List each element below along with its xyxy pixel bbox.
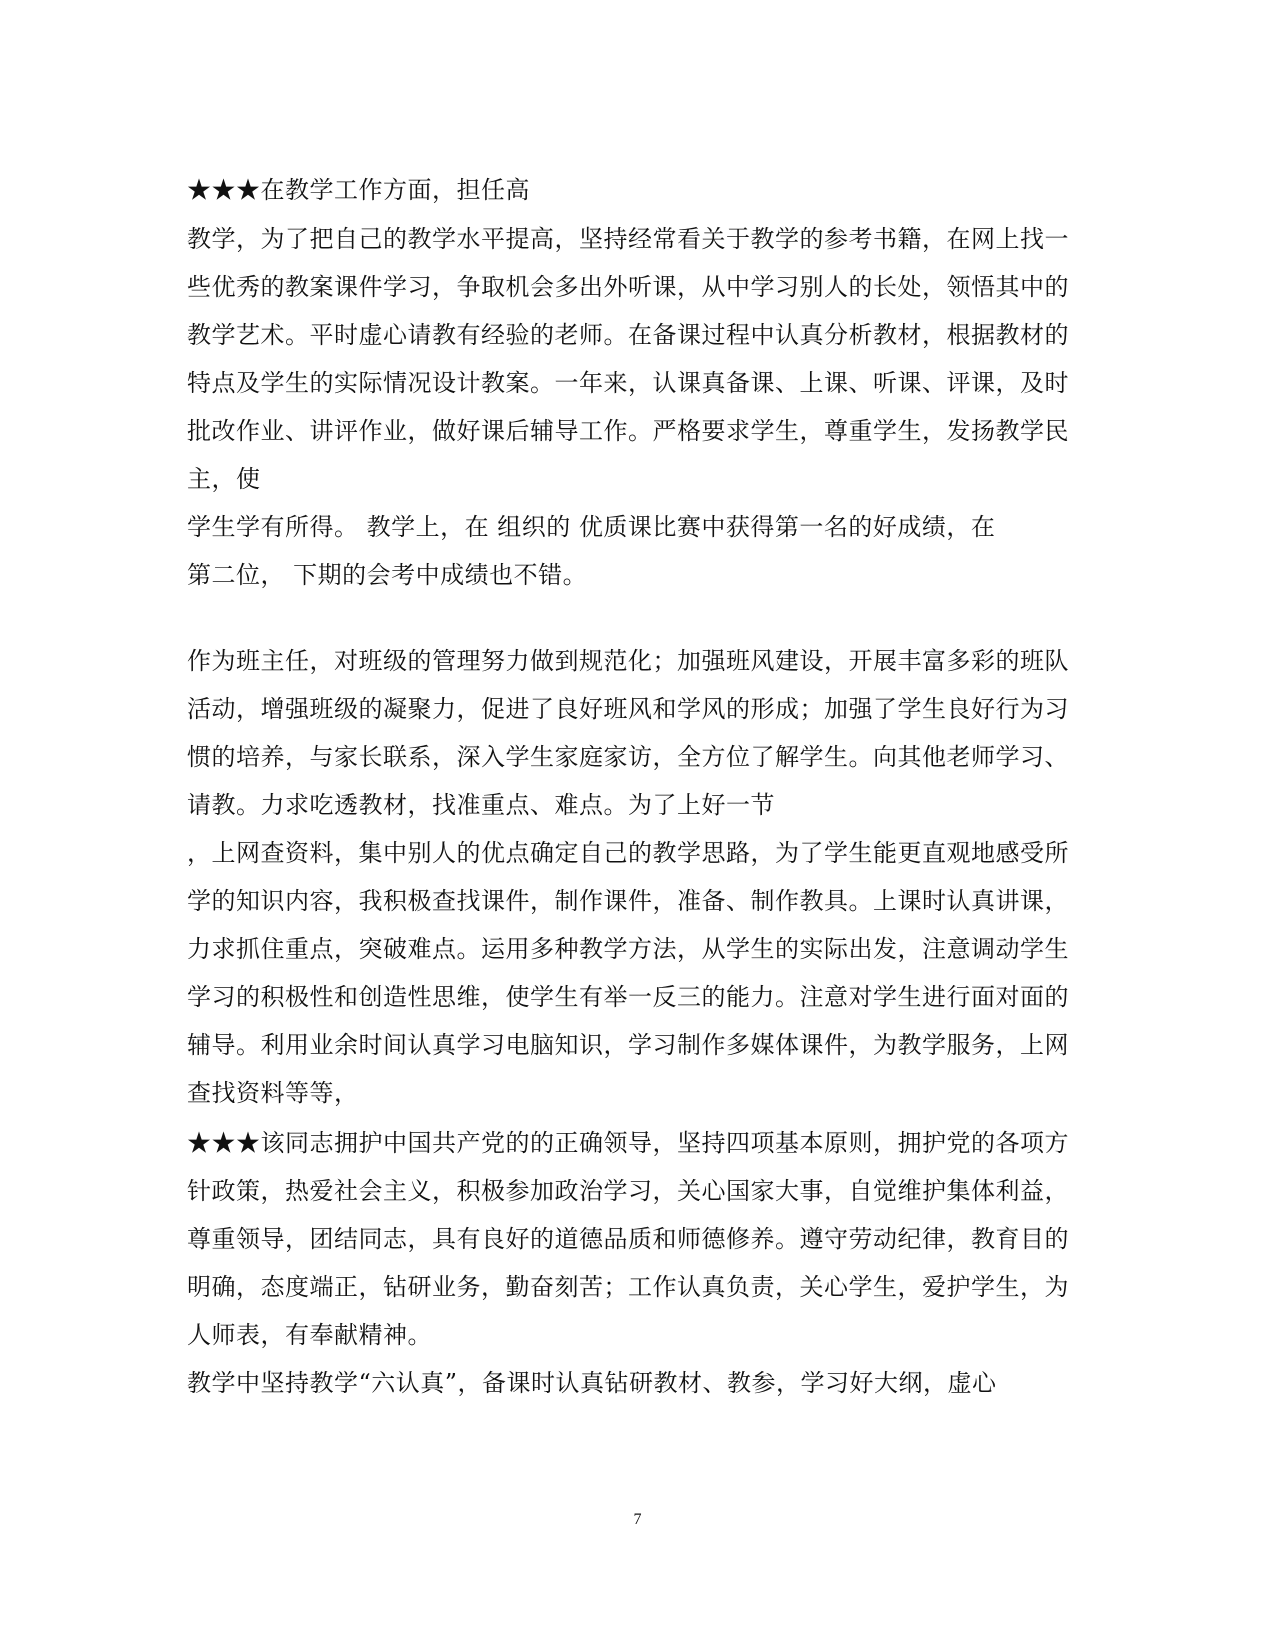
text-line: 学习的积极性和创造性思维，使学生有举一反三的能力。注意对学生进行面对面的: [187, 983, 1069, 1011]
text-line: 学的知识内容，我积极查找课件，制作课件，准备、制作教具。上课时认真讲课，: [187, 887, 1069, 915]
text-line: 第二位， 下期的会考中成绩也不错。: [187, 561, 588, 589]
text-line: 查找资料等等，: [187, 1079, 359, 1107]
text-line: 请教。力求吃透教材，找准重点、难点。为了上好一节: [187, 791, 775, 819]
text-line: 教学艺术。平时虚心请教有经验的老师。在备课过程中认真分析教材，根据教材的: [187, 321, 1069, 349]
text-line: 教学，为了把自己的教学水平提高，坚持经常看关于教学的参考书籍，在网上找一: [187, 225, 1069, 253]
text-line: 主，使: [187, 465, 261, 493]
text-line: 明确，态度端正，钻研业务，勤奋刻苦；工作认真负责，关心学生，爱护学生，为: [187, 1273, 1069, 1301]
text-line: 惯的培养，与家长联系，深入学生家庭家访，全方位了解学生。向其他老师学习、: [187, 743, 1069, 771]
text-line: 尊重领导，团结同志，具有良好的道德品质和师德修养。遵守劳动纪律，教育目的: [187, 1225, 1069, 1253]
text-line: 学生学有所得。 教学上，在 组织的 优质课比赛中获得第一名的好成绩，在: [187, 513, 996, 541]
text-line: 特点及学生的实际情况设计教案。一年来，认课真备课、上课、听课、评课，及时: [187, 369, 1069, 397]
text-line: ★★★在教学工作方面，担任高: [187, 176, 530, 204]
text-line: 教学中坚持教学“六认真”，备课时认真钻研教材、教参，学习好大纲，虚心: [187, 1369, 997, 1397]
page-number: 7: [633, 1511, 642, 1528]
text-line: 批改作业、讲评作业，做好课后辅导工作。严格要求学生，尊重学生，发扬教学民: [187, 417, 1069, 445]
text-line: ，上网查资料，集中别人的优点确定自己的教学思路，为了学生能更直观地感受所: [187, 839, 1069, 867]
text-line: ★★★该同志拥护中国共产党的的正确领导，坚持四项基本原则，拥护党的各项方: [187, 1129, 1069, 1157]
text-line: 人师表，有奉献精神。: [187, 1321, 432, 1349]
text-line: 活动，增强班级的凝聚力，促进了良好班风和学风的形成；加强了学生良好行为习: [187, 695, 1069, 723]
text-line: 些优秀的教案课件学习，争取机会多出外听课，从中学习别人的长处，领悟其中的: [187, 273, 1069, 301]
text-line: 针政策，热爱社会主义，积极参加政治学习，关心国家大事，自觉维护集体利益，: [187, 1177, 1069, 1205]
text-line: 力求抓住重点，突破难点。运用多种教学方法，从学生的实际出发，注意调动学生: [187, 935, 1069, 963]
text-line: 辅导。利用业余时间认真学习电脑知识，学习制作多媒体课件，为教学服务，上网: [187, 1031, 1069, 1059]
text-line: 作为班主任，对班级的管理努力做到规范化；加强班风建设，开展丰富多彩的班队: [187, 647, 1069, 675]
